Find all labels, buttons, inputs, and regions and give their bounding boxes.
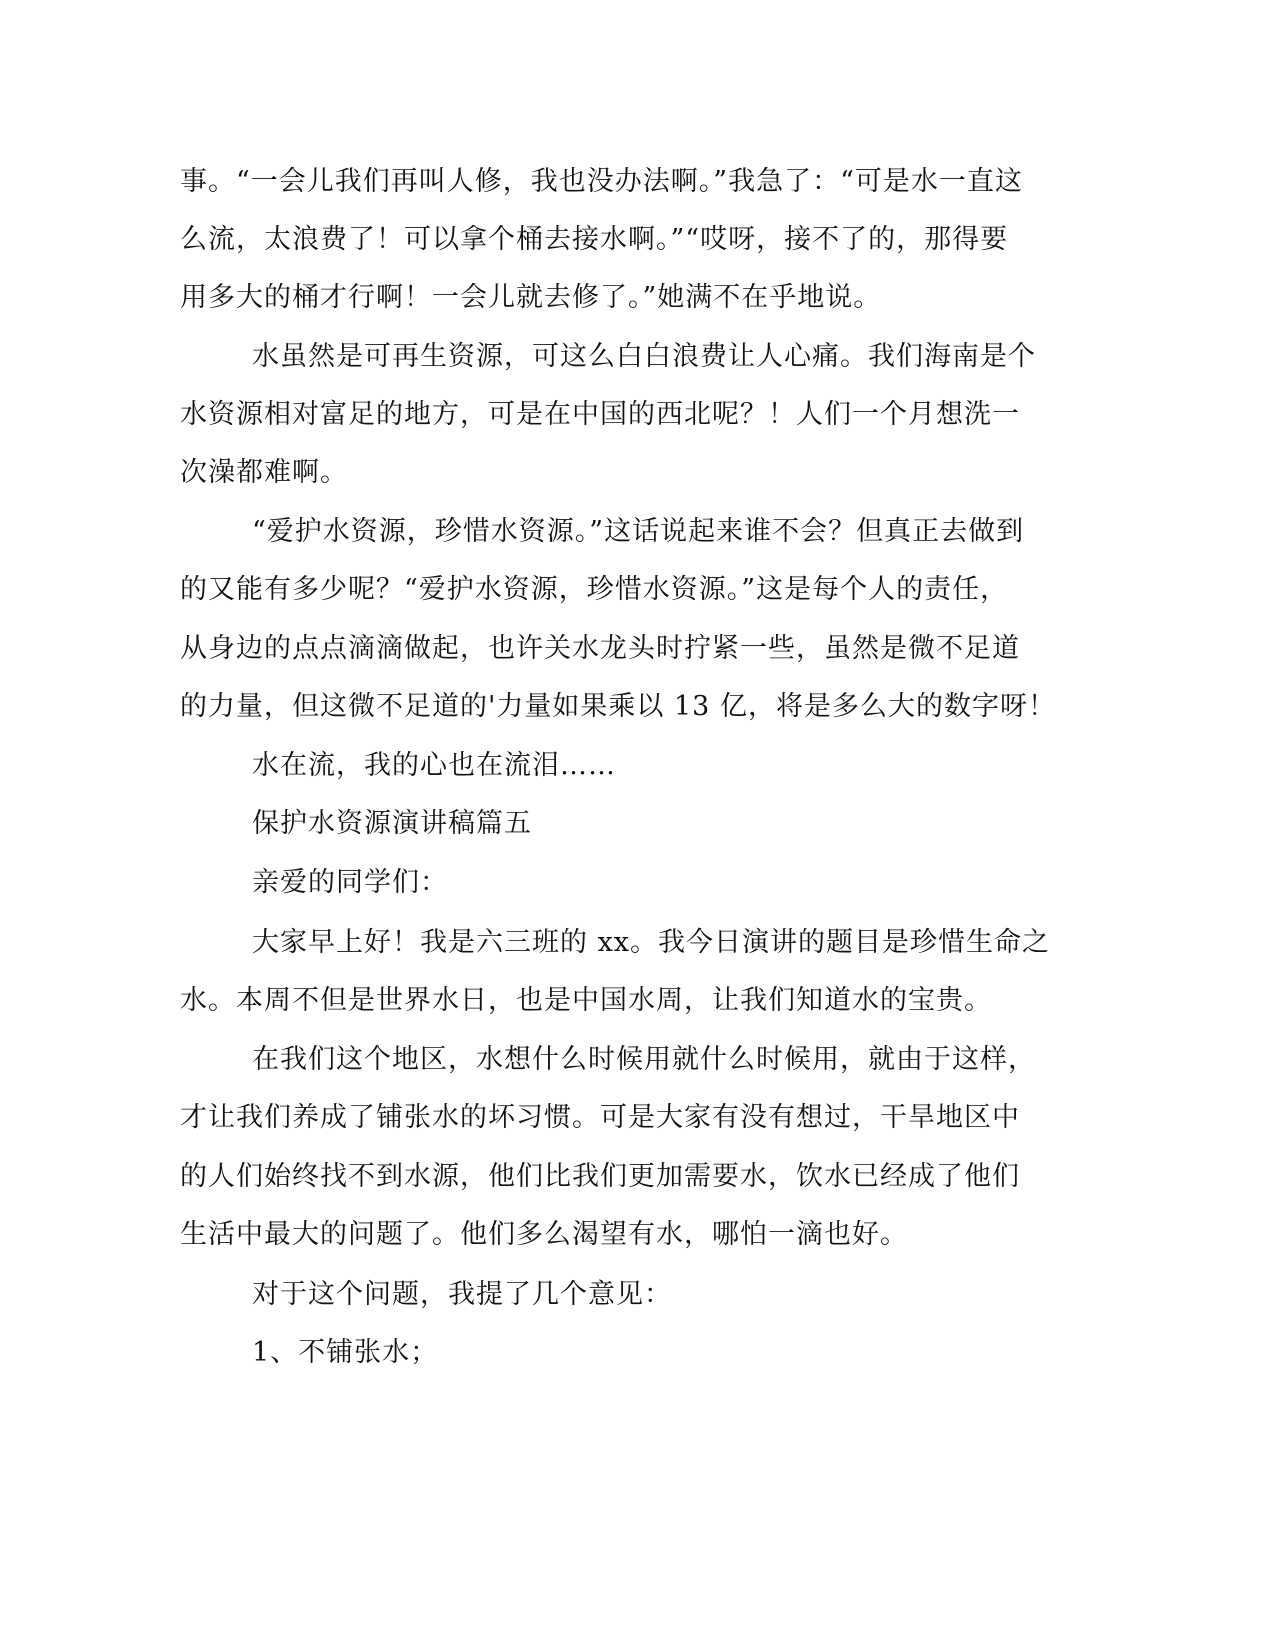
text-line: 水虽然是可再生资源，可这么白白浪费让人心痛。我们海南是个	[252, 341, 1036, 372]
text-line: “爱护水资源，珍惜水资源。”这话说起来谁不会？但真正去做到	[252, 516, 1025, 547]
text-line: 水。本周不但是世界水日，也是中国水周，让我们知道水的宝贵。	[180, 985, 992, 1016]
text-line: 才让我们养成了铺张水的坏习惯。可是大家有没有想过，干旱地区中	[180, 1102, 1020, 1133]
text-line: 么流，太浪费了！可以拿个桶去接水啊。”“哎呀，接不了的，那得要	[180, 224, 1009, 255]
text-line: 生活中最大的问题了。他们多么渴望有水，哪怕一滴也好。	[180, 1219, 908, 1250]
text-line: 的力量，但这微不足道的'力量如果乘以 13 亿，将是多么大的数字呀！	[180, 691, 1056, 722]
text-line: 水资源相对富足的地方，可是在中国的西北呢？！人们一个月想洗一	[180, 399, 1020, 430]
list-item: 1、不铺张水；	[252, 1337, 439, 1368]
text-line: 在我们这个地区，水想什么时候用就什么时候用，就由于这样，	[252, 1044, 1036, 1075]
text-line: 的人们始终找不到水源，他们比我们更加需要水，饮水已经成了他们	[180, 1161, 1020, 1192]
text-line: 从身边的点点滴滴做起，也许关水龙头时拧紧一些，虽然是微不足道	[180, 633, 1020, 664]
text-line: 次澡都难啊。	[180, 457, 348, 488]
text-line: 大家早上好！我是六三班的 xx。我今日演讲的题目是珍惜生命之	[252, 927, 1051, 958]
text-line: 对于这个问题，我提了几个意见：	[252, 1279, 672, 1310]
section-heading: 保护水资源演讲稿篇五	[252, 808, 532, 839]
text-line: 的又能有多少呢？“爱护水资源，珍惜水资源。”这是每个人的责任，	[180, 574, 1009, 605]
text-line: 事。“一会儿我们再叫人修，我也没办法啊。”我急了：“可是水一直这	[180, 166, 1023, 197]
text-line: 水在流，我的心也在流泪……	[252, 750, 616, 781]
salutation: 亲爱的同学们：	[252, 867, 448, 898]
text-line: 用多大的桶才行啊！一会儿就去修了。”她满不在乎地说。	[180, 282, 882, 313]
